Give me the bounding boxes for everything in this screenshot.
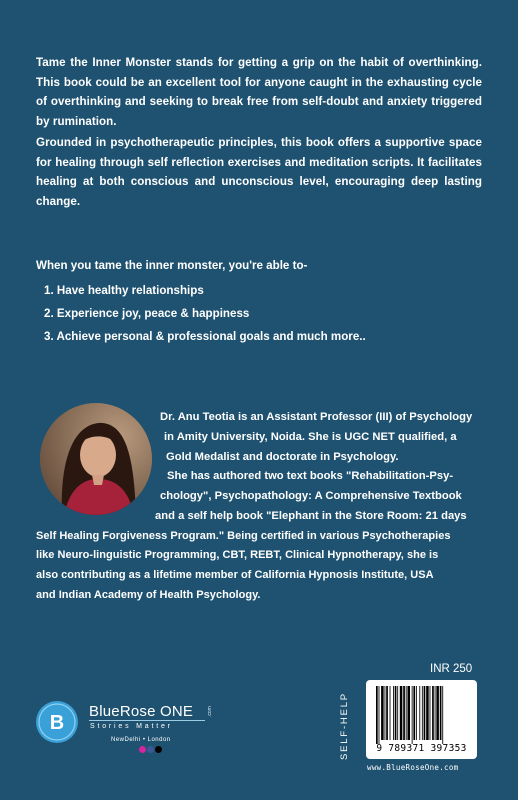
author-bio-line: in Amity University, Noida. She is UGC NET qualified, a [164, 431, 457, 443]
barcode-bar [400, 686, 403, 740]
barcode-bar [397, 686, 398, 740]
genre-label: SELF-HELP [339, 692, 350, 760]
barcode-bar [390, 686, 391, 740]
barcode-bar [406, 686, 407, 740]
barcode-bar [419, 686, 420, 740]
publisher-cities: NewDelhi • London [111, 737, 171, 743]
author-bio-line: chology", Psychopathology: A Comprehensive Textbook [160, 490, 462, 502]
publisher-website: www.BlueRoseOne.com [367, 763, 459, 772]
benefits-list [44, 284, 366, 352]
benefit-item: 3. Achieve personal & professional goals and much more.. [44, 329, 366, 343]
barcode-bar [412, 686, 413, 744]
barcode-graphic [376, 686, 467, 744]
barcode-bar [416, 686, 417, 740]
barcode-bar [407, 686, 410, 740]
author-bio-line: Dr. Anu Teotia is an Assistant Professor (III) of Psychology [160, 411, 473, 423]
isbn-barcode [366, 680, 477, 759]
barcode-bar [432, 686, 434, 740]
description-paragraph-1: Tame the Inner Monster stands for getting a grip on the habit of overthinking. This book could be an excellent tool for anyone caught in the exhausting cycle of overthinking and seeking to break free from self-doubt and anxiety triggered by rumination. [36, 56, 482, 128]
author-photo [40, 403, 152, 515]
isbn-number: 9 789371 397353 [376, 743, 467, 754]
benefit-item: 2. Experience joy, peace & happiness [44, 306, 250, 320]
barcode-bar [403, 686, 405, 740]
publisher-tagline: Stories Matter [90, 723, 173, 730]
benefit-item: 1. Have healthy relationships [44, 284, 204, 297]
publisher-logo-letter: B [49, 712, 65, 734]
barcode-bar [422, 686, 423, 740]
author-bio-line: and Indian Academy of Health Psychology. [36, 589, 261, 601]
price-label: INR 250 [430, 663, 473, 675]
barcode-bar [440, 686, 442, 740]
barcode-bar [430, 686, 431, 740]
barcode-bar [379, 686, 380, 744]
barcode-bar [393, 686, 394, 740]
social-icons [139, 746, 162, 753]
publisher-name: BlueRose ONE [89, 703, 194, 720]
author-bio-line: like Neuro-linguistic Programming, CBT, REBT, Clinical Hypnotherapy, she is [36, 549, 439, 561]
author-bio-line: Gold Medalist and doctorate in Psychology. [166, 451, 399, 463]
instagram-icon [139, 746, 146, 753]
facebook-icon [147, 746, 154, 753]
barcode-bar [376, 686, 378, 744]
barcode-bar [435, 686, 436, 740]
publisher-divider [89, 720, 205, 721]
author-bio-line: She has authored two text books "Rehabilitation-Psy- [167, 470, 454, 482]
barcode-bar [385, 686, 386, 740]
barcode-bar [436, 686, 439, 740]
description-paragraph-2: Grounded in psychotherapeutic principles, this book offers a supportive space for healing through self reflection exercises and meditation scripts. It facilitates healing at both conscious and unconscious level, encouraging deep lasting change. [36, 136, 482, 208]
author-bio-line: also contributing as a lifetime member of California Hypnosis Institute, USA [36, 569, 434, 581]
publisher-logo-icon [36, 701, 78, 743]
barcode-bar [386, 686, 388, 740]
barcode-bar [381, 686, 384, 740]
barcode-bar [395, 686, 397, 740]
author-bio-line: Self Healing Forgiveness Program." Being certified in various Psychotherapies [36, 530, 451, 542]
barcode-bar [424, 686, 426, 740]
barcode-bar [426, 686, 429, 740]
barcode-bar [442, 686, 443, 744]
author-bio-line: and a self help book "Elephant in the Store Room: 21 days [155, 510, 467, 522]
barcode-bar [413, 686, 415, 740]
x-icon [155, 746, 162, 753]
benefits-intro: When you tame the inner monster, you're able to- [36, 259, 308, 272]
publisher-domain-suffix: .com [207, 706, 213, 717]
